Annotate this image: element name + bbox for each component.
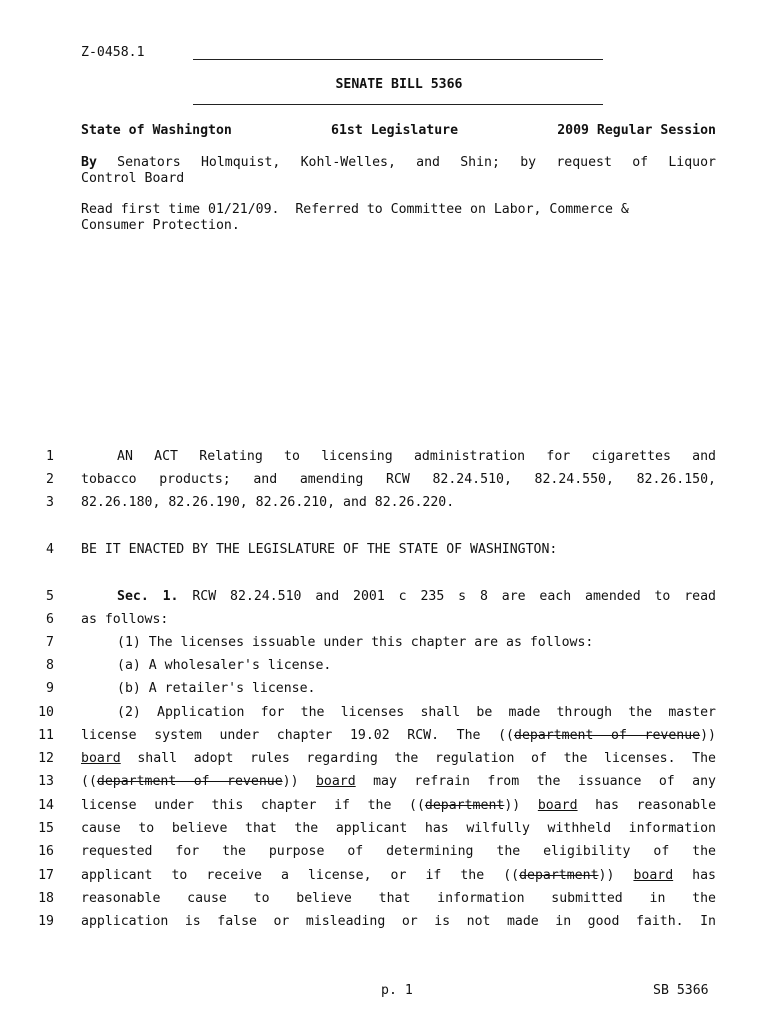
line-text: )) xyxy=(700,728,716,743)
line-number: 13 xyxy=(38,774,54,789)
bill-line-amended xyxy=(81,728,716,743)
line-number: 4 xyxy=(46,542,54,557)
section-heading-line xyxy=(81,589,716,604)
page-number: p. 1 xyxy=(381,983,413,998)
bill-line: application is false or misleading or is not made in good faith. In xyxy=(81,914,716,929)
bill-line-amended xyxy=(81,868,716,883)
stricken-text: department of revenue xyxy=(96,774,283,789)
bill-line: AN ACT Relating to licensing administration for cigarettes and xyxy=(117,449,716,464)
bill-line: (2) Application for the licenses shall be made through the master xyxy=(117,705,716,720)
bill-line: cause to believe that the applicant has wilfully withheld information xyxy=(81,821,716,836)
line-number: 1 xyxy=(46,449,54,464)
bill-line: (b) A retailer's license. xyxy=(117,681,316,696)
line-number: 18 xyxy=(38,891,54,906)
bill-line: requested for the purpose of determining the eligibility of the xyxy=(81,844,716,859)
sponsors xyxy=(81,155,716,187)
line-number: 10 xyxy=(38,705,54,720)
line-number: 19 xyxy=(38,914,54,929)
inserted-text: board xyxy=(633,868,674,883)
line-text: (( xyxy=(81,774,97,789)
session-name: 2009 Regular Session xyxy=(557,123,716,138)
line-text: applicant to receive a license, or if the (( xyxy=(81,868,520,883)
document-code: Z-0458.1 xyxy=(81,45,145,60)
line-number: 6 xyxy=(46,612,54,627)
line-number: 5 xyxy=(46,589,54,604)
line-text: has xyxy=(673,868,716,883)
line-text: license system under chapter 19.02 RCW. The (( xyxy=(81,728,514,743)
inserted-text: board xyxy=(81,751,121,766)
stricken-text: department xyxy=(424,798,505,813)
bill-reference: SB 5366 xyxy=(653,983,709,998)
bill-line: 82.26.180, 82.26.190, 82.26.210, and 82.26.220. xyxy=(81,495,455,510)
bill-line: (a) A wholesaler's license. xyxy=(117,658,332,673)
stricken-text: department xyxy=(519,868,599,883)
inserted-text: board xyxy=(315,774,356,789)
state-name: State of Washington xyxy=(81,123,232,138)
referral-line-2: Consumer Protection. xyxy=(81,218,240,233)
by-label: By xyxy=(81,155,97,170)
line-text: shall adopt rules regarding the regulation of the licenses. The xyxy=(120,751,716,766)
bill-line-amended xyxy=(81,751,716,766)
referral-line-1: Read first time 01/21/09. Referred to Committee on Labor, Commerce & xyxy=(81,202,629,217)
bill-line-amended xyxy=(81,774,716,789)
line-number: 2 xyxy=(46,472,54,487)
legislature-number: 61st Legislature xyxy=(331,123,459,138)
bill-line-amended xyxy=(81,798,716,813)
line-number: 7 xyxy=(46,635,54,650)
enacting-clause: BE IT ENACTED BY THE LEGISLATURE OF THE STATE OF WASHINGTON: xyxy=(81,542,558,557)
inserted-text: board xyxy=(537,798,578,813)
line-number: 17 xyxy=(38,868,54,883)
sponsors-line-1: Senators Holmquist, Kohl-Welles, and Shin; by request of Liquor xyxy=(96,155,716,170)
line-number: 12 xyxy=(38,751,54,766)
line-text: has reasonable xyxy=(577,798,717,813)
line-text: may refrain from the issuance of any xyxy=(355,774,716,789)
bill-line: (1) The licenses issuable under this chapter are as follows: xyxy=(117,635,594,650)
line-number: 3 xyxy=(46,495,54,510)
session-info-row xyxy=(81,123,716,138)
line-text: )) xyxy=(282,774,316,789)
bill-line: as follows: xyxy=(81,612,169,627)
header-rule-top xyxy=(193,59,603,60)
bill-title: SENATE BILL 5366 xyxy=(335,77,463,92)
line-text: license under this chapter if the (( xyxy=(81,798,425,813)
line-number: 9 xyxy=(46,681,54,696)
line-number: 16 xyxy=(38,844,54,859)
line-text: )) xyxy=(504,798,538,813)
line-number: 15 xyxy=(38,821,54,836)
section-label: Sec. 1. xyxy=(117,589,179,604)
header-rule-bottom xyxy=(193,104,603,105)
bill-line: reasonable cause to believe that information submitted in the xyxy=(81,891,716,906)
line-number: 8 xyxy=(46,658,54,673)
section-heading-text: RCW 82.24.510 and 2001 c 235 s 8 are each amended to read xyxy=(178,589,716,604)
line-number: 11 xyxy=(38,728,54,743)
referral-note xyxy=(81,202,716,234)
sponsors-line-2: Control Board xyxy=(81,171,185,186)
stricken-text: department of revenue xyxy=(514,728,701,743)
line-number: 14 xyxy=(38,798,54,813)
bill-line: tobacco products; and amending RCW 82.24.510, 82.24.550, 82.26.150, xyxy=(81,472,716,487)
line-text: )) xyxy=(598,868,634,883)
